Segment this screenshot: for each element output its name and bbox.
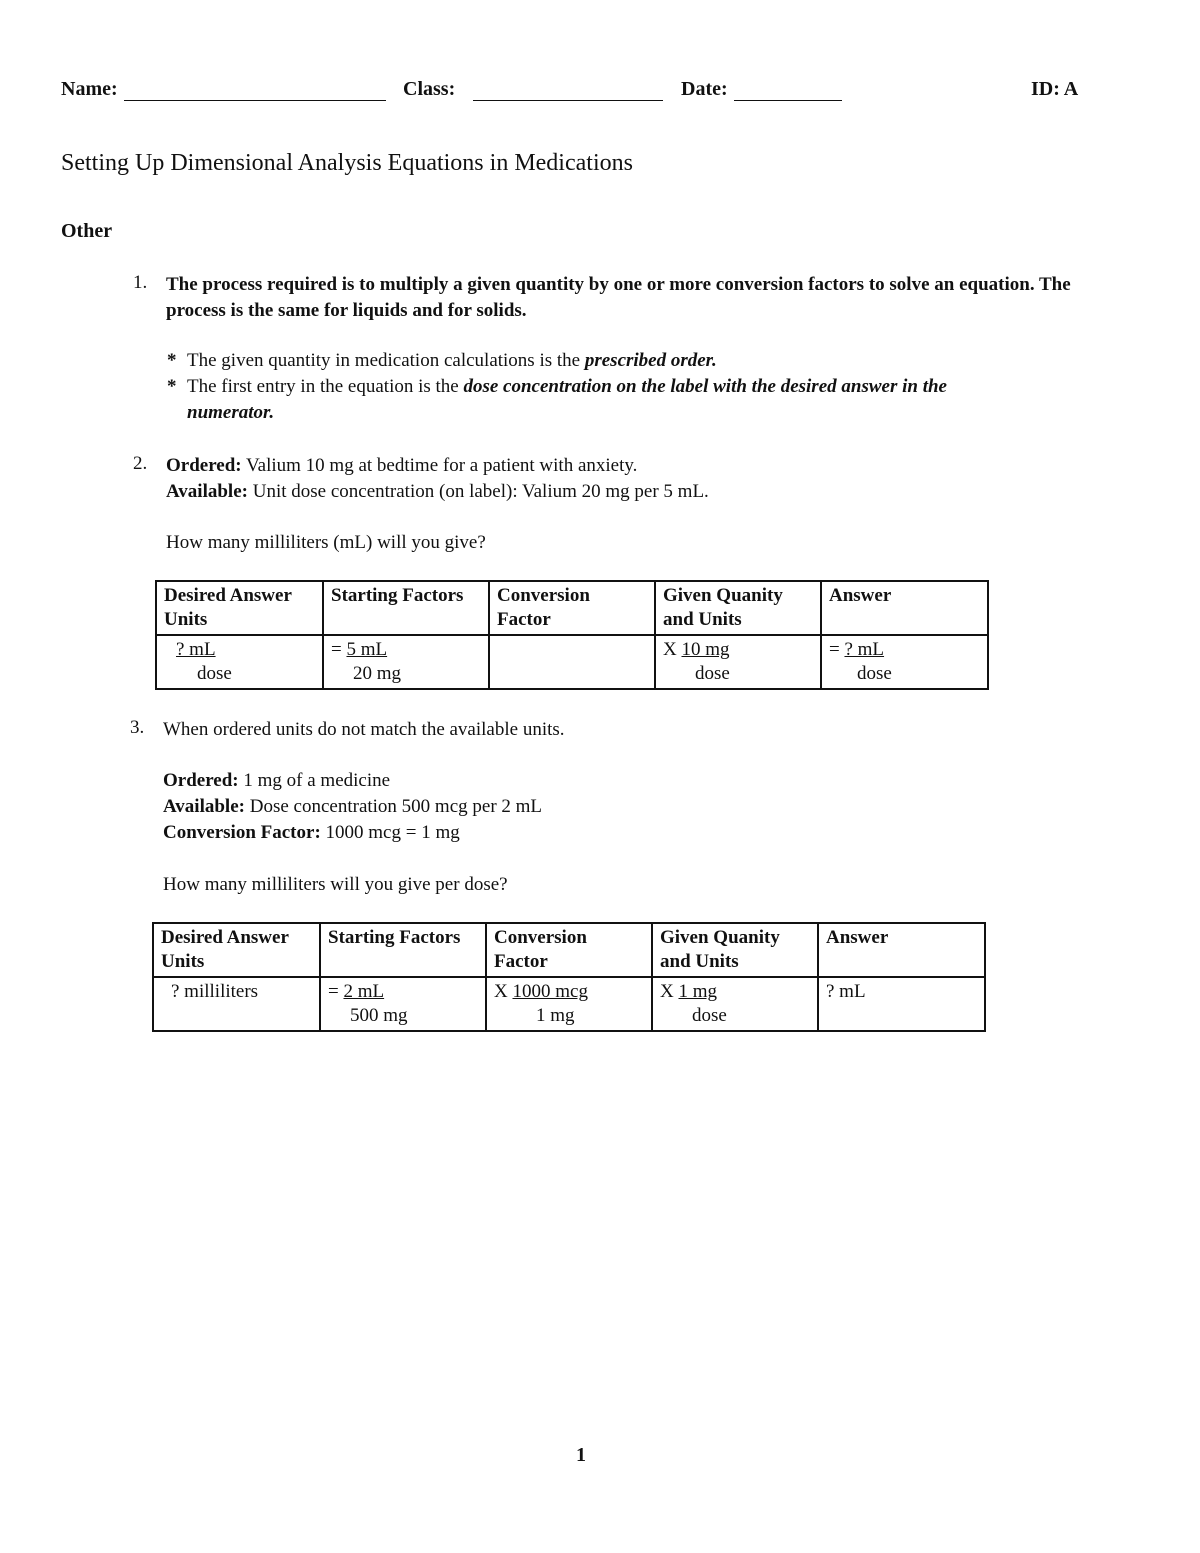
q2-number: 2. xyxy=(133,453,148,474)
q1-number: 1. xyxy=(133,272,148,293)
table-header-row xyxy=(156,581,988,635)
table-cell: = 5 mL 20 mg xyxy=(323,635,489,689)
col-header: Starting Factors xyxy=(323,581,489,635)
table-cell: X 1 mg dose xyxy=(652,977,818,1031)
col-header: Answer xyxy=(821,581,988,635)
q3-number: 3. xyxy=(130,717,145,738)
col-header: Answer xyxy=(818,923,985,977)
table-cell[interactable] xyxy=(489,635,655,689)
col-header: Given Quanity and Units xyxy=(652,923,818,977)
name-label: Name: xyxy=(61,78,118,100)
name-field xyxy=(61,78,386,101)
class-label: Class: xyxy=(403,78,456,100)
q3-available: Available: Dose concentration 500 mcg per 2 mL xyxy=(163,796,543,817)
date-blank[interactable] xyxy=(734,80,842,101)
page-title: Setting Up Dimensional Analysis Equations in Medications xyxy=(61,150,633,176)
q3-conversion: Conversion Factor: 1000 mcg = 1 mg xyxy=(163,822,460,843)
table-cell: = 2 mL 500 mg xyxy=(320,977,486,1031)
q2-question: How many milliliters (mL) will you give? xyxy=(166,532,486,553)
col-header: Conversion Factor xyxy=(489,581,655,635)
table-cell: ? mL dose xyxy=(156,635,323,689)
date-label: Date: xyxy=(681,78,728,100)
col-header: Conversion Factor xyxy=(486,923,652,977)
q2-table xyxy=(155,580,989,690)
date-field xyxy=(681,78,842,101)
q3-ordered: Ordered: 1 mg of a medicine xyxy=(163,770,391,791)
q2-ordered: Ordered: Valium 10 mg at bedtime for a patient with anxiety. xyxy=(166,455,638,476)
q3-intro: When ordered units do not match the available units. xyxy=(163,719,565,740)
col-header: Desired Answer Units xyxy=(156,581,323,635)
table-cell: ? milliliters xyxy=(153,977,320,1031)
table-cell: X 10 mg dose xyxy=(655,635,821,689)
col-header: Starting Factors xyxy=(320,923,486,977)
table-cell: X 1000 mcg 1 mg xyxy=(486,977,652,1031)
q3-question: How many milliliters will you give per dose? xyxy=(163,874,508,895)
table-cell: ? mL xyxy=(818,977,985,1031)
col-header: Desired Answer Units xyxy=(153,923,320,977)
class-field xyxy=(403,78,663,101)
table-header-row xyxy=(153,923,985,977)
table-row xyxy=(153,977,985,1031)
id-label: ID: A xyxy=(1031,78,1079,100)
header xyxy=(61,78,1091,108)
table-row xyxy=(156,635,988,689)
q1-text: The process required is to multiply a given quantity by one or more conversion factors to solve an equation. The process is the same for liquids and for solids. xyxy=(166,274,1071,321)
q3-table xyxy=(152,922,986,1032)
table-cell: = ? mL dose xyxy=(821,635,988,689)
name-blank[interactable] xyxy=(124,80,386,101)
q2-available: Available: Unit dose concentration (on label): Valium 20 mg per 5 mL. xyxy=(166,481,709,502)
class-blank[interactable] xyxy=(473,80,663,101)
worksheet-page: Name: Class: Date: ID: A Setting Up Dimensional Analysis Equations in Medications Other 1. The process required is to multiply a given quantity by one or more conversion factors to solve an equation. The process is the same for liquids and for solids. * The given quantity in medication calculations is the prescribed order. * The first entry in the equation is the dose concentration on the label with the desired answer in the numerator. 2. Ordered: Valium 10 mg at bedtime for a patient with anxiety. Available: Unit dose concentration (on label): Valium 20 mg per 5 mL. How many milliliters (mL) will you give? Desired Answer Units Starting Factors Conversion Factor Given Quanity and Units Answer ? mL dose = 5 mL 20 mg X 10 mg dose = ? mL dose 3. When ordered units do not match the available units. Ordered: 1 mg of a medicine Available: Dose concentration 500 mcg per 2 mL Conversion Factor: 1000 mcg = 1 mg How many milliliters will you give per dose? Desired Answer Units Starting Factors Conversion Factor Given Quanity and Units Answer ? milliliters = 2 mL 500 mg X 1000 mcg 1 mg X 1 mg dose ? mL 1 xyxy=(0,0,1200,1553)
section-heading: Other xyxy=(61,220,113,242)
page-number: 1 xyxy=(576,1444,586,1466)
col-header: Given Quanity and Units xyxy=(655,581,821,635)
